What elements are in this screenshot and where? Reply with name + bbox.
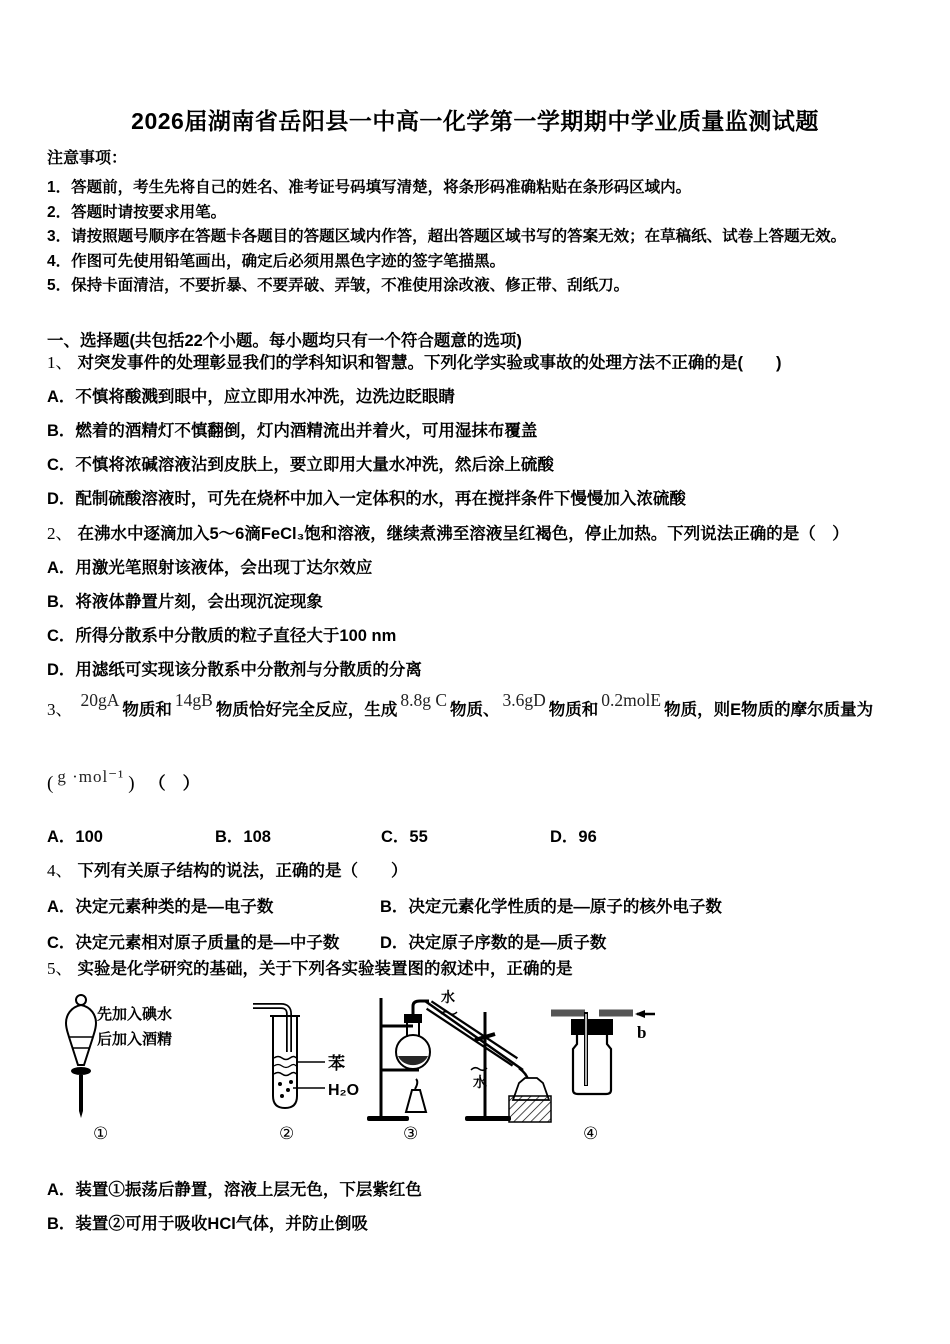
device1-note [97, 1002, 172, 1052]
notice-heading: 注意事项： [47, 150, 128, 167]
device4-label: ④ [583, 1124, 599, 1144]
question-2 [47, 523, 908, 681]
question-2-text [47, 523, 908, 545]
question-3 [47, 692, 908, 848]
question-2-option-d: D．用滤纸可实现该分散系中分散剂与分散质的分离 [47, 661, 422, 679]
question-1-option-b: B．燃着的酒精灯不慎翻倒，灯内酒精流出并着火，可用湿抹布覆盖 [47, 422, 538, 440]
notice-item: 2．答题时请按要求用笔。 [47, 203, 227, 221]
question-5-option-a: A．装置①振荡后静置，溶液上层无色，下层紫红色 [47, 1181, 422, 1199]
section-heading: 一、选择题(共包括22个小题。每小题均只有一个符合题意的选项) [47, 332, 522, 350]
notice-item: 3．请按照题号顺序在答题卡各题目的答题区域内作答，超出答题区域书写的答案无效；在草稿纸、试卷上答题无效。 [47, 228, 847, 245]
question-4-text [47, 860, 908, 882]
question-3-options-row [47, 827, 908, 848]
question-5-text [47, 958, 908, 980]
question-5 [47, 958, 908, 1235]
question-2-option-b: B．将液体静置片刻，会出现沉淀现象 [47, 593, 323, 611]
question-5-stem: 实验是化学研究的基础，关于下列各实验装置图的叙述中，正确的是 [77, 960, 573, 978]
question-1-number: 1、 [47, 353, 73, 372]
question-1 [47, 352, 908, 510]
condenser-water-out-label: 水 [473, 1074, 487, 1090]
question-2-option-c: C．所得分散系中分散质的粒子直径大于100 nm [47, 627, 397, 645]
distillation-apparatus-figure [367, 988, 555, 1130]
close-paren: ) [128, 773, 135, 794]
inline-formula: 0.2molE [601, 690, 662, 710]
unit-formula: g ·mol⁻¹ [57, 767, 125, 786]
question-3-stem-part: 物质恰好完全反应，生成 [215, 701, 398, 719]
question-3-option-c: C．55 [381, 828, 428, 846]
question-1-text [47, 352, 908, 374]
question-3-stem-part: 物质和 [122, 701, 172, 719]
inline-formula: 8.8g C [400, 690, 448, 710]
answer-blank: （ ） [148, 774, 200, 793]
notice-item: 1．答题前，考生先将自己的姓名、准考证号码填写清楚，将条形码准确粘贴在条形码区域内。 [47, 179, 692, 196]
question-4-option-c: C．决定元素相对原子质量的是—中子数 [47, 934, 340, 952]
question-3-option-b: B．108 [215, 828, 271, 846]
question-4-options-row-1 [47, 897, 908, 918]
question-1-option-c: C．不慎将浓碱溶液沾到皮肤上，要立即用大量水冲洗，然后涂上硫酸 [47, 456, 554, 474]
question-2-stem: 在沸水中逐滴加入5～6滴FeCl₃饱和溶液，继续煮沸至溶液呈红褐色，停止加热。下列说法正确的是（ ） [77, 525, 849, 543]
device2-label: ② [279, 1124, 295, 1144]
device1-label: ① [93, 1124, 109, 1144]
benzene-label: 苯 [328, 1054, 345, 1073]
condenser-water-in-label: 水 [441, 989, 455, 1005]
question-4-number: 4、 [47, 861, 73, 880]
question-1-option-a: A．不慎将酸溅到眼中，应立即用水冲洗，边洗边眨眼睛 [47, 388, 455, 406]
test-tube-benzene-water-figure [243, 994, 371, 1122]
device1-note-line1: 先加入碘水 [97, 1006, 173, 1023]
water-label: H₂O [328, 1082, 360, 1099]
question-1-stem: 对突发事件的处理彰显我们的学科知识和智慧。下列化学实验或事故的处理方法不正确的是( ) [77, 354, 782, 372]
notice-item: 5．保持卡面清洁，不要折暴、不要弄破、弄皱，不准使用涂改液、修正带、刮纸刀。 [47, 277, 630, 294]
question-3-stem-part: 物质、 [450, 701, 500, 719]
device3-label: ③ [403, 1124, 419, 1144]
question-4-stem: 下列有关原子结构的说法，正确的是（ ） [77, 862, 408, 880]
question-2-option-a: A．用激光笔照射该液体，会出现丁达尔效应 [47, 559, 373, 577]
question-4-option-a: A．决定元素种类的是—电子数 [47, 898, 274, 916]
notice-section [47, 147, 908, 299]
question-4 [47, 860, 908, 954]
device1-note-line2: 后加入酒精 [97, 1031, 173, 1048]
notice-item: 4．作图可先使用铅笔画出，确定后必须用黑色字迹的签字笔描黑。 [47, 252, 506, 270]
port-b-label: b [637, 1023, 647, 1042]
inline-formula: 3.6gD [502, 690, 546, 710]
question-5-option-b: B．装置②可用于吸收HCl气体，并防止倒吸 [47, 1215, 368, 1233]
question-3-stem-part: 物质，则E物质的摩尔质量为 [664, 701, 874, 719]
question-3-stem-part: 物质和 [548, 701, 599, 719]
question-4-option-b: B．决定元素化学性质的是—原子的核外电子数 [380, 898, 722, 916]
inline-formula: 14gB [174, 690, 213, 710]
question-3-number: 3、 [47, 700, 73, 719]
question-3-unit-line [47, 769, 908, 795]
question-5-number: 5、 [47, 959, 73, 978]
apparatus-figure [47, 988, 908, 1156]
question-4-options-row-2 [47, 933, 908, 954]
gas-washing-bottle-figure [545, 1006, 661, 1098]
question-3-text [47, 692, 908, 727]
question-1-option-d: D．配制硫酸溶液时，可先在烧杯中加入一定体积的水，再在搅拌条件下慢慢加入浓硫酸 [47, 490, 686, 508]
open-paren: ( [47, 773, 54, 794]
question-4-option-d: D．决定原子序数的是—质子数 [380, 934, 607, 952]
inline-formula: 20gA [80, 690, 120, 710]
question-2-number: 2、 [47, 524, 73, 543]
question-3-option-d: D．96 [550, 828, 597, 846]
page-title: 2026届湖南省岳阳县一中高一化学第一学期期中学业质量监测试题 [131, 108, 819, 134]
question-3-option-a: A．100 [47, 828, 103, 846]
